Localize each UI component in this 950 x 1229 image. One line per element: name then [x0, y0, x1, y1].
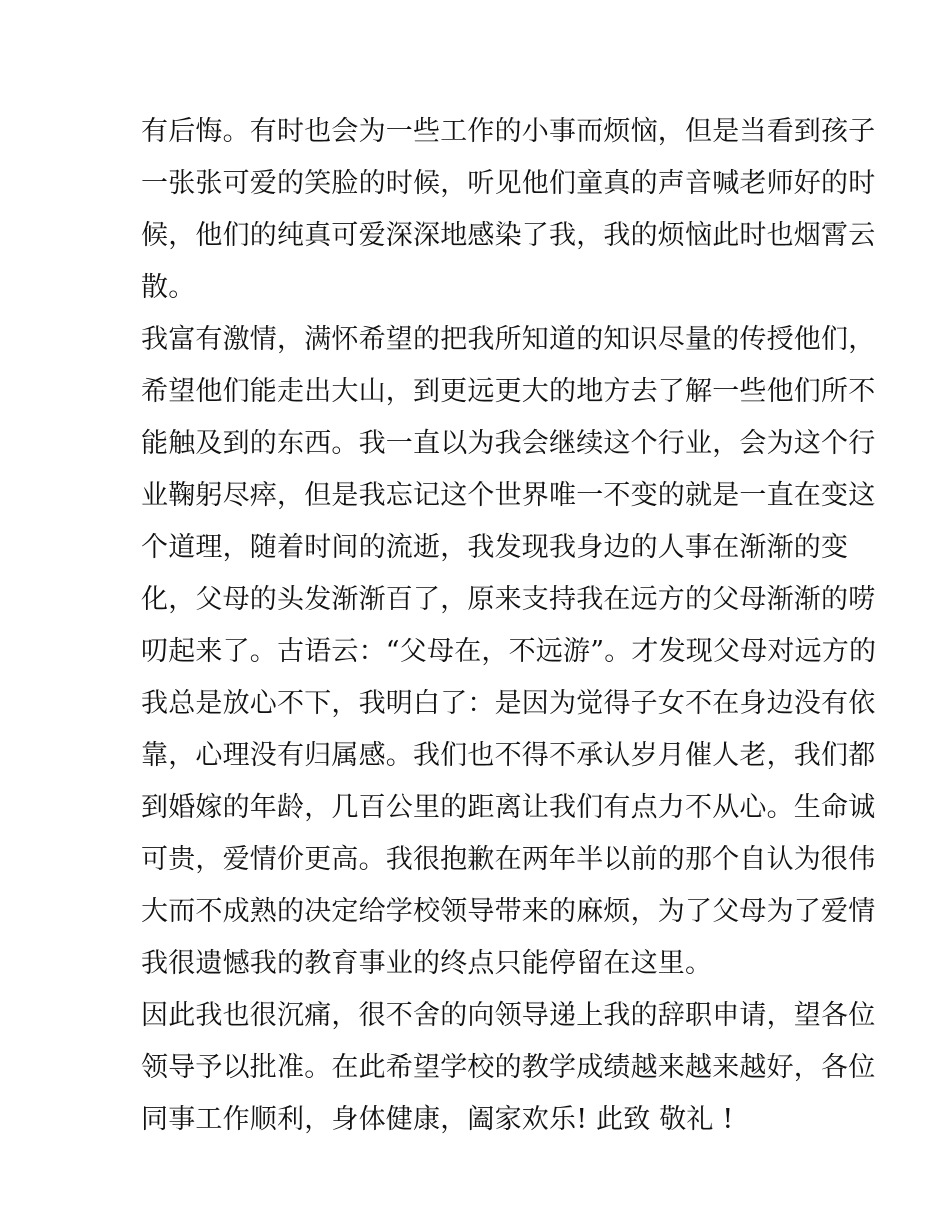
text-line: 业鞠躬尽瘁，但是我忘记这个世界唯一不变的就是一直在变这 [141, 480, 876, 511]
text-line: 大而不成熟的决定给学校领导带来的麻烦，为了父母为了爱情 [141, 896, 876, 927]
text-line: 能触及到的东西。我一直以为我会继续这个行业，会为这个行 [141, 428, 876, 459]
text-line: 有后悔。有时也会为一些工作的小事而烦恼，但是当看到孩子 [141, 116, 876, 147]
text-line: 同事工作顺利，身体健康，阖家欢乐! 此致 敬礼 ! [141, 1104, 734, 1135]
text-line: 希望他们能走出大山，到更远更大的地方去了解一些他们所不 [141, 376, 876, 407]
text-line: 我富有激情，满怀希望的把我所知道的知识尽量的传授他们， [141, 324, 876, 355]
text-line: 可贵，爱情价更高。我很抱歉在两年半以前的那个自认为很伟 [141, 844, 876, 875]
text-line: 化，父母的头发渐渐百了，原来支持我在远方的父母渐渐的唠 [141, 584, 876, 615]
text-line: 散。 [141, 272, 196, 303]
text-line: 个道理，随着时间的流逝，我发现我身边的人事在渐渐的变 [141, 532, 849, 563]
text-line: 我总是放心不下，我明白了：是因为觉得子女不在身边没有依 [141, 688, 876, 719]
text-line: 靠，心理没有归属感。我们也不得不承认岁月催人老，我们都 [141, 740, 876, 771]
text-line: 因此我也很沉痛，很不舍的向领导递上我的辞职申请，望各位 [141, 1000, 876, 1031]
text-line: 一张张可爱的笑脸的时候，听见他们童真的声音喊老师好的时 [141, 168, 876, 199]
letter-body [141, 106, 877, 1146]
text-line: 到婚嫁的年龄，几百公里的距离让我们有点力不从心。生命诚 [141, 792, 876, 823]
text-line: 领导予以批准。在此希望学校的教学成绩越来越来越好，各位 [141, 1052, 876, 1083]
text-line: 我很遗憾我的教育事业的终点只能停留在这里。 [141, 948, 713, 979]
text-line: 候，他们的纯真可爱深深地感染了我，我的烦恼此时也烟霄云 [141, 220, 876, 251]
text-line: 叨起来了。古语云：“父母在，不远游”。才发现父母对远方的 [141, 636, 877, 667]
